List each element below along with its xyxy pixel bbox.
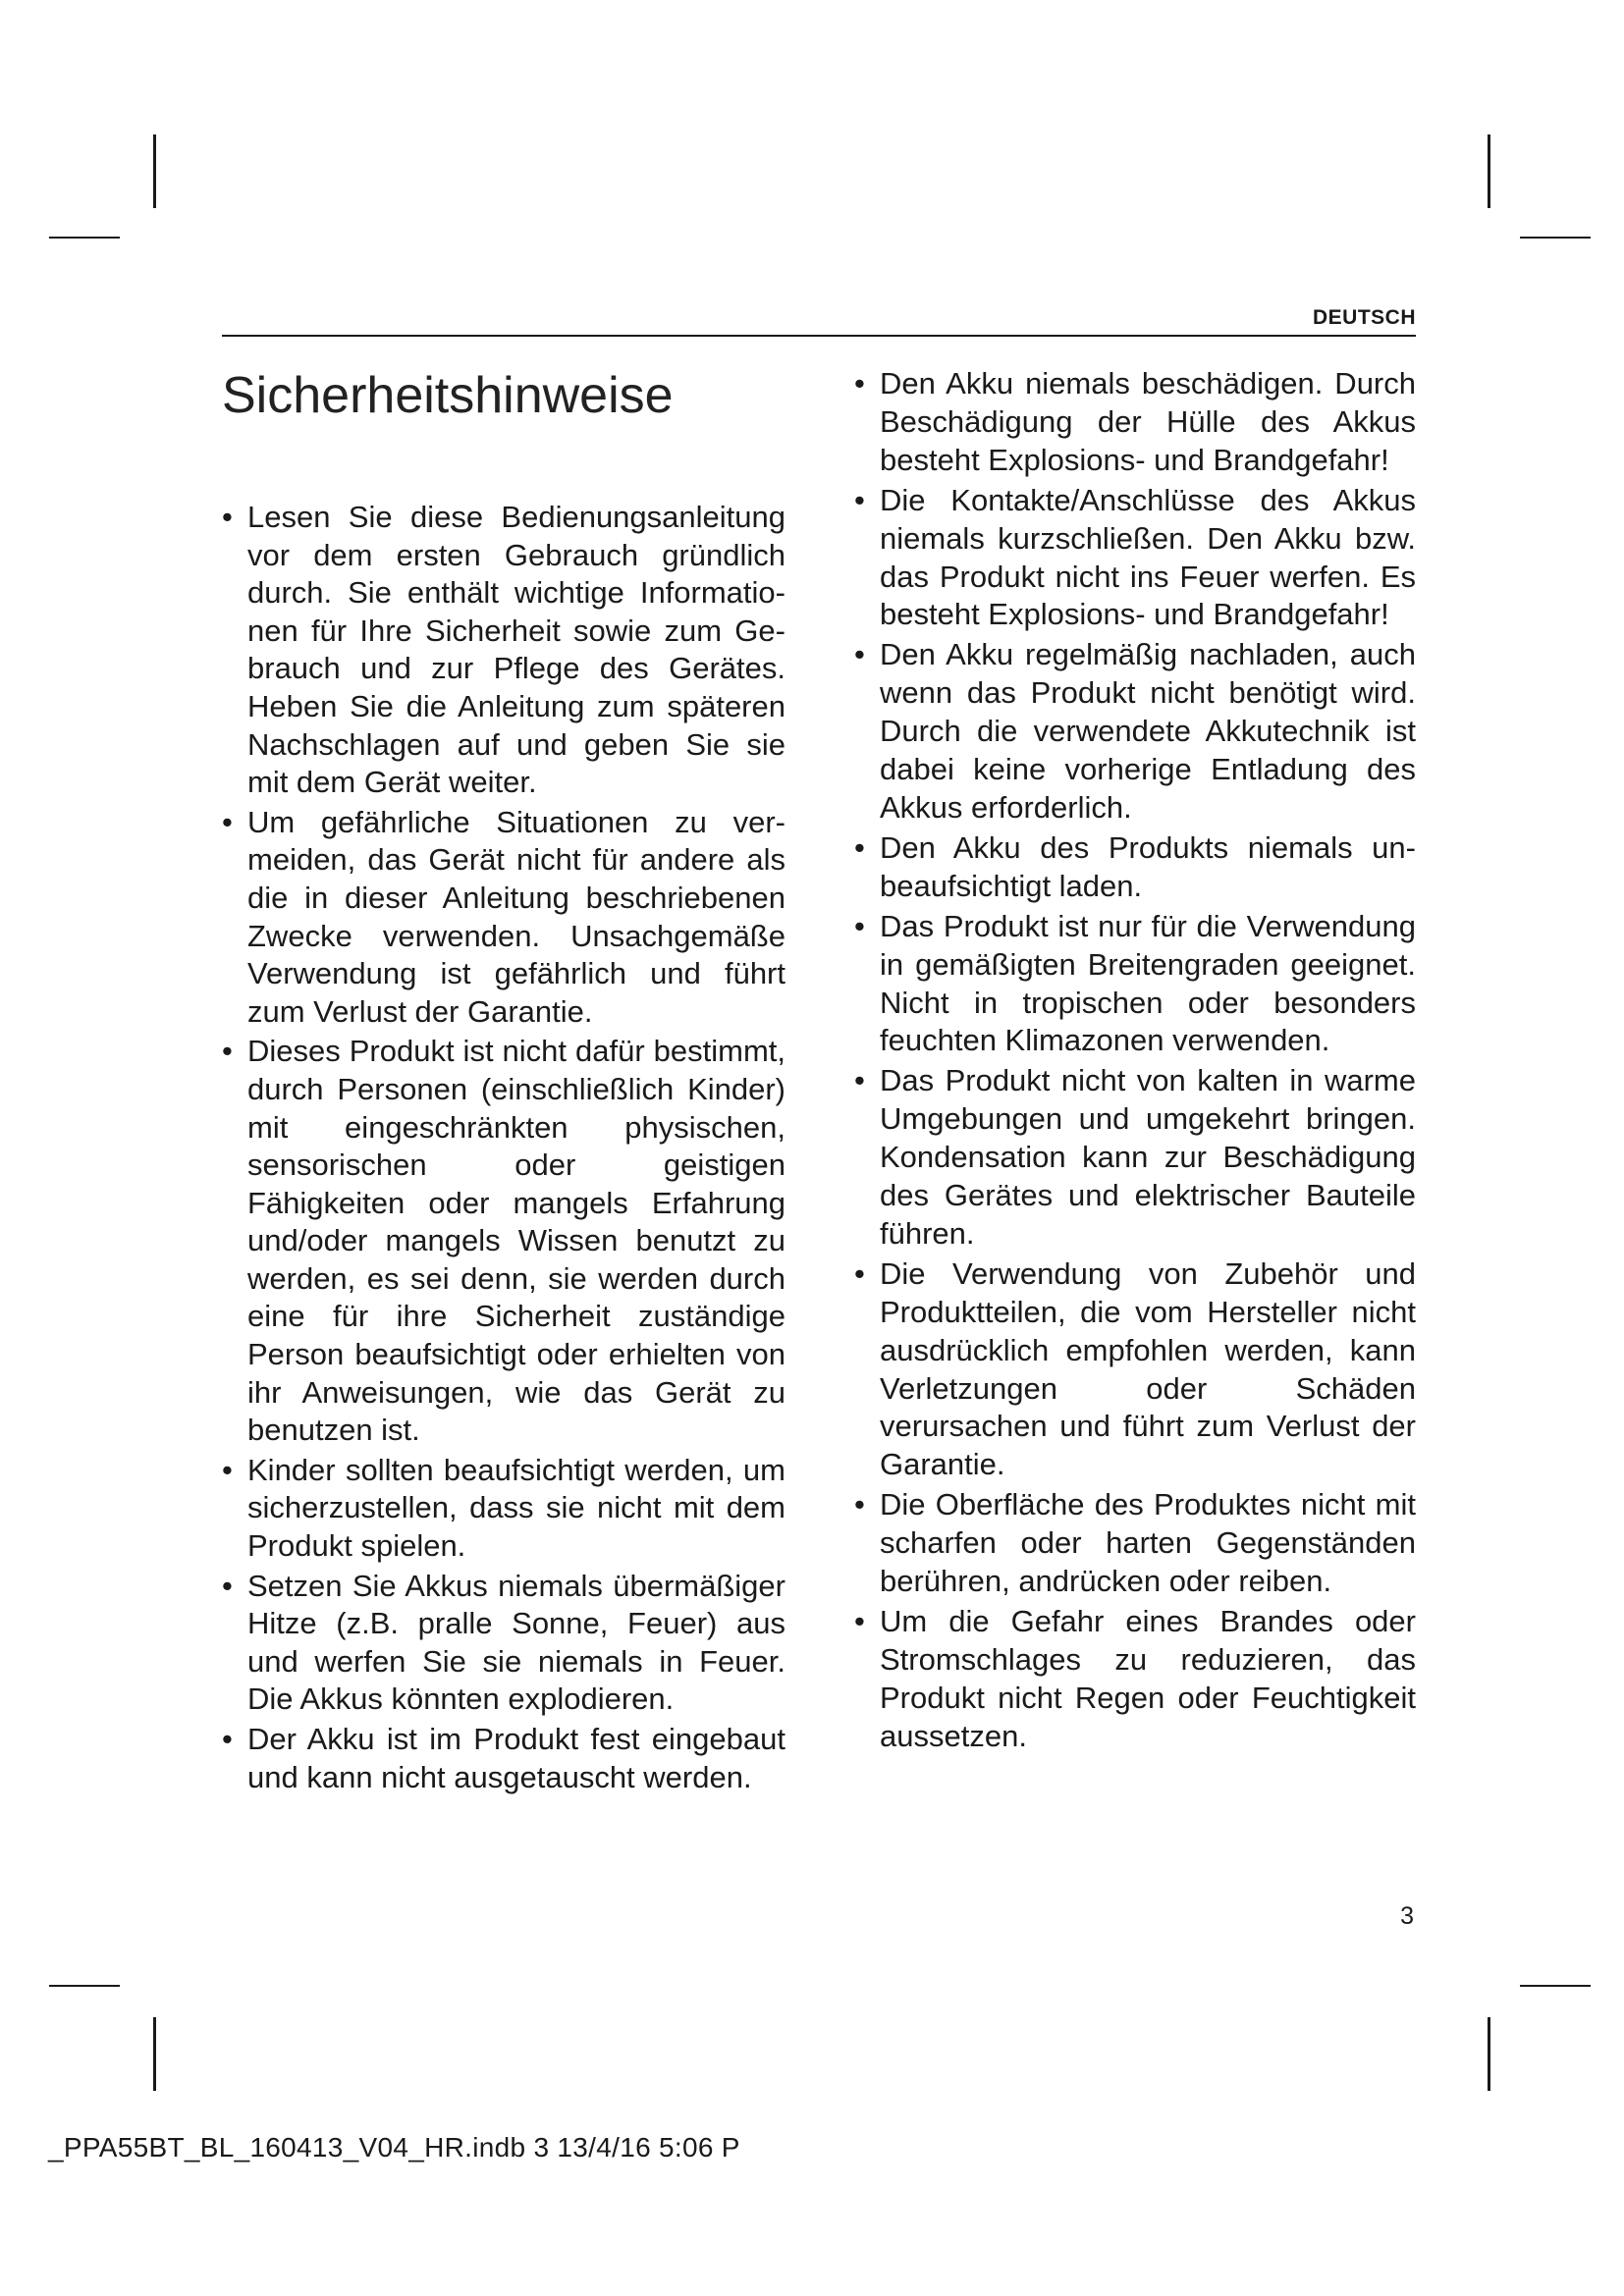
- safety-item-text: Das Produkt ist nur für die Verwendung in gemäßigten Breitengraden geeignet. Nicht in tropischen oder besonders feuchten Klimazonen verwenden.: [880, 908, 1416, 1058]
- header-rule: [222, 335, 1416, 337]
- crop-mark-bottom-left-vertical: [153, 2017, 156, 2091]
- safety-item: [222, 1721, 785, 1796]
- safety-item: [222, 1452, 785, 1566]
- right-column: [854, 365, 1416, 1758]
- safety-item-text: Der Akku ist im Produkt fest eingebaut und kann nicht ausgetauscht werden.: [247, 1722, 785, 1794]
- safety-item-text: Die Oberfläche des Produktes nicht mit scharfen oder harten Gegenständen berühren, andrücken oder reiben.: [880, 1487, 1416, 1599]
- safety-item-text: Die Verwendung von Zubehör und Produktteilen, die vom Hersteller nicht ausdrücklich empfohlen werden, kann Verletzungen oder Schäden verursachen und führt zum Verlust der Garantie.: [880, 1255, 1416, 1482]
- bullet-icon: •: [854, 482, 865, 517]
- safety-item-text: Den Akku des Produkts niemals unbeaufsichtigt laden.: [880, 829, 1416, 903]
- bullet-icon: •: [854, 829, 865, 865]
- bullet-icon: •: [222, 500, 233, 534]
- bullet-icon: •: [854, 637, 865, 672]
- safety-item: [854, 482, 1416, 635]
- crop-mark-bottom-right-vertical: [1488, 2017, 1490, 2091]
- bullet-icon: •: [854, 908, 865, 943]
- safety-item: [222, 804, 785, 1032]
- bullet-icon: •: [854, 1604, 865, 1638]
- bullet-icon: •: [222, 804, 233, 839]
- language-label: DEUTSCH: [1312, 306, 1416, 329]
- safety-item: [854, 908, 1416, 1061]
- bullet-icon: •: [222, 1452, 233, 1487]
- right-safety-list: [854, 365, 1416, 1756]
- crop-mark-top-right-vertical: [1488, 134, 1490, 208]
- crop-mark-bottom-right-horizontal: [1520, 1985, 1591, 1987]
- safety-item: [854, 1062, 1416, 1254]
- safety-item-text: Den Akku regelmäßig nachladen, auch wenn das Produkt nicht benötigt wird. Durch die verwendete Akkutechnik ist dabei keine vorherige Entladung des Akkus erforderlich.: [880, 637, 1416, 825]
- print-slug: _PPA55BT_BL_160413_V04_HR.indb 3 13/4/16 5:06 P: [48, 2132, 740, 2163]
- safety-item-text: Kinder sollten beaufsichtigt werden, um sicherzustellen, dass sie nicht mit dem Produkt spielen.: [247, 1452, 785, 1564]
- safety-item: [854, 365, 1416, 480]
- safety-item-text: Die Kontakte/Anschlüsse des Akkus niemals kurzschließen. Den Akku bzw. das Produkt nicht ins Feuer werfen. Es besteht Explosions- und Brandgefahr!: [880, 482, 1416, 632]
- safety-item-text: Dieses Produkt ist nicht dafür bestimmt, durch Personen (einschließlich Kinder) mit eingeschränkten physischen, sensorischen oder geistigen Fähigkeiten oder mangels Erfahrung und/oder mangels Wissen benutzt zu werden, es sei denn, sie werden durch eine für ihre Sicherheit zuständige Person beaufsichtigt oder erhielten von ihr Anweisungen, wie das Gerät zu benutzen ist.: [247, 1034, 785, 1448]
- safety-item: [854, 1486, 1416, 1601]
- safety-item: [854, 829, 1416, 906]
- crop-mark-top-left-vertical: [153, 134, 156, 208]
- safety-item: [222, 1568, 785, 1719]
- page-number: 3: [1400, 1902, 1414, 1930]
- bullet-icon: •: [854, 1063, 865, 1098]
- crop-mark-top-right-horizontal: [1520, 237, 1591, 239]
- page-title: Sicherheitshinweise: [222, 367, 674, 424]
- bullet-icon: •: [222, 1568, 233, 1603]
- safety-item: [222, 499, 785, 802]
- crop-mark-bottom-left-horizontal: [49, 1985, 120, 1987]
- bullet-icon: •: [222, 1034, 233, 1069]
- safety-item: [854, 1603, 1416, 1756]
- left-column: [222, 365, 785, 1798]
- safety-item: [222, 1033, 785, 1450]
- safety-item: [854, 636, 1416, 828]
- safety-item-text: Den Akku niemals beschädigen. Durch Beschädigung der Hülle des Akkus besteht Explosions- und Brandgefahr!: [880, 366, 1416, 477]
- safety-item-text: Um die Gefahr eines Brandes oder Stromschlages zu reduzieren, das Produkt nicht Regen oder Feuchtigkeit aussetzen.: [880, 1604, 1416, 1753]
- safety-item-text: Lesen Sie diese Bedienungsanleitung vor dem ersten Gebrauch gründlich durch. Sie enthält wichtige Informationen für Ihre Sicherheit sowie zum Gebrauch und zur Pflege des Gerätes. Heben Sie die Anleitung zum späteren Nachschlagen auf und geben Sie sie mit dem Gerät weiter.: [247, 500, 785, 800]
- left-safety-list: [222, 499, 785, 1796]
- bullet-icon: •: [854, 1255, 865, 1291]
- bullet-icon: •: [222, 1722, 233, 1756]
- safety-item-text: Setzen Sie Akkus niemals übermäßiger Hitze (z.B. pralle Sonne, Feuer) aus und werfen Sie sie niemals in Feuer. Die Akkus könnten explodieren.: [247, 1568, 785, 1717]
- bullet-icon: •: [854, 1487, 865, 1522]
- safety-item-text: Um gefährliche Situationen zu vermeiden, das Gerät nicht für andere als die in dieser Anleitung beschriebenen Zwecke verwenden. Unsachgemäße Verwendung ist gefährlich und führt zum Verlust der Garantie.: [247, 804, 785, 1029]
- safety-item: [854, 1255, 1416, 1484]
- bullet-icon: •: [854, 366, 865, 400]
- crop-mark-top-left-horizontal: [49, 237, 120, 239]
- safety-item-text: Das Produkt nicht von kalten in warme Umgebungen und umgekehrt bringen. Kondensation kann zur Beschädigung des Gerätes und elektrischer Bauteile führen.: [880, 1063, 1416, 1251]
